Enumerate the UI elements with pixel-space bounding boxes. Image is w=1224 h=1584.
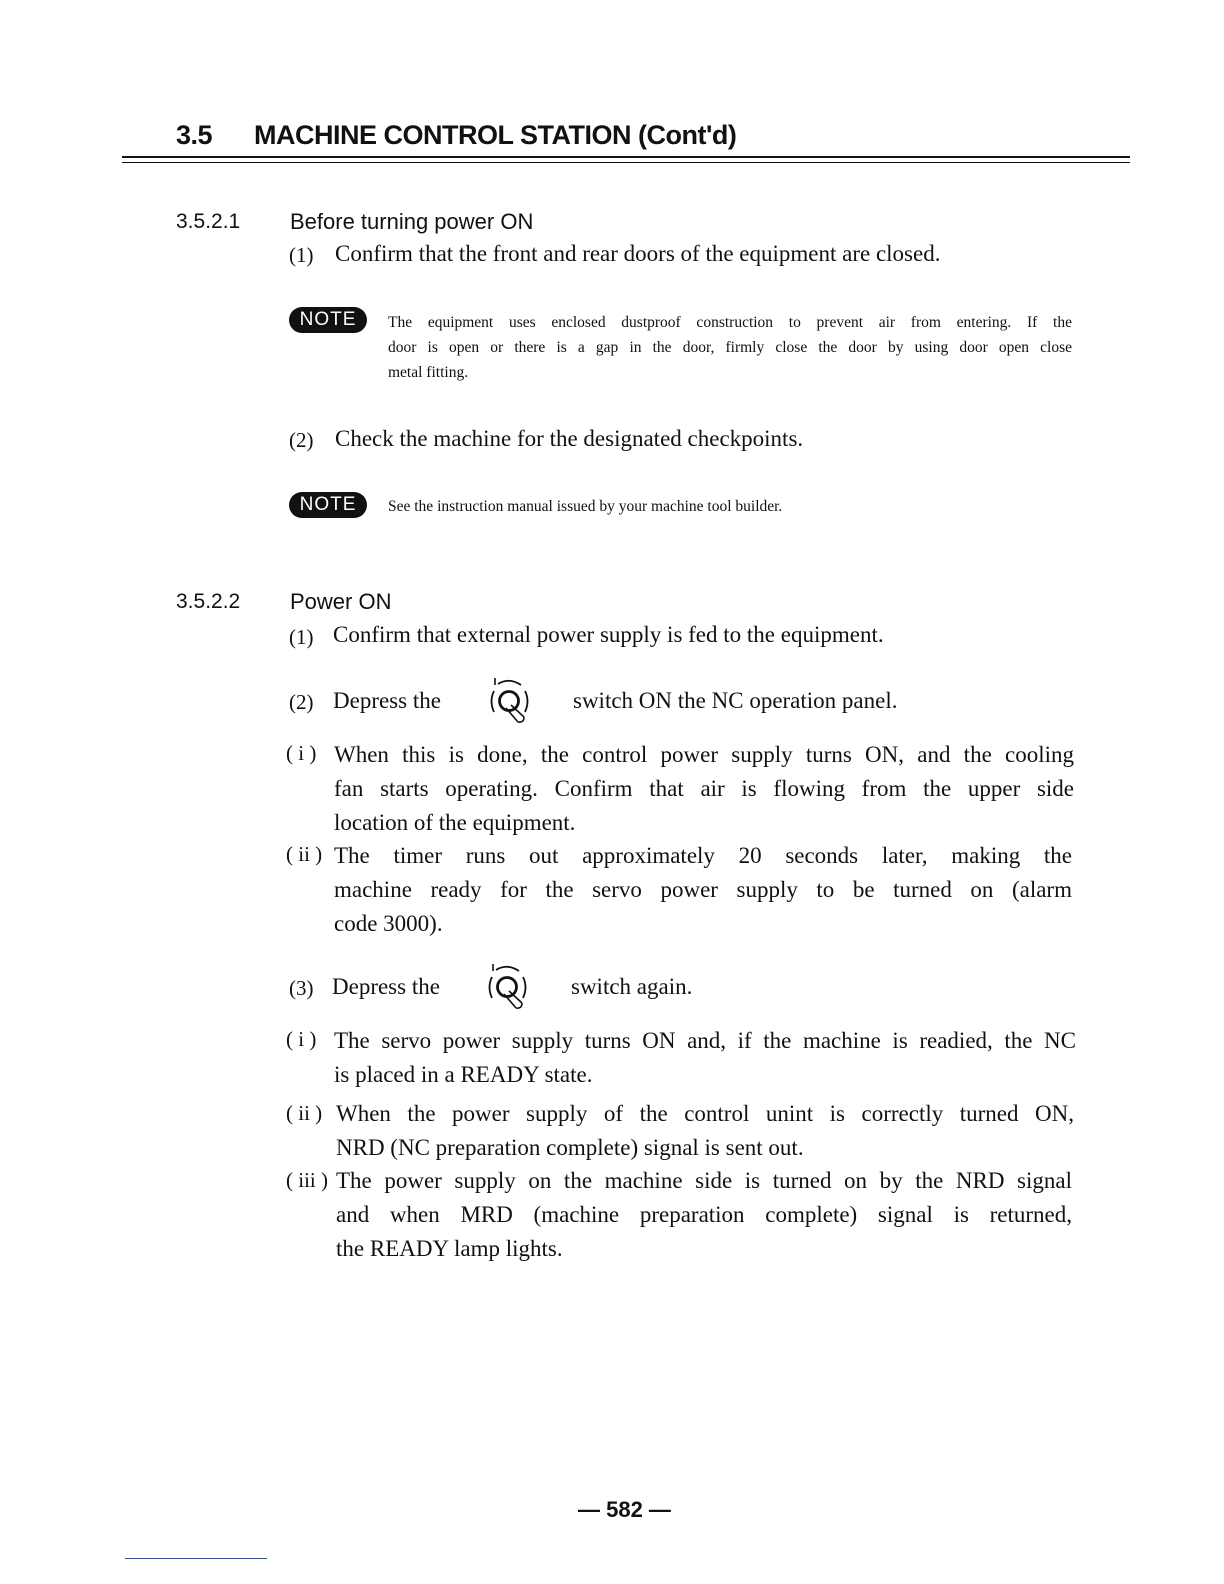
item-text-pre: Depress the: [333, 688, 441, 713]
text-line: fan starts operating. Confirm that air is flowing from the upper side: [334, 776, 1074, 801]
item-text-post: switch again.: [571, 974, 693, 999]
subsection-title: Before turning power ON: [290, 209, 534, 234]
item-text: Confirm that external power supply is fed to the equipment.: [333, 622, 884, 647]
item-number: (2): [289, 428, 314, 452]
subitem-text: [334, 839, 1072, 941]
item-number: (1): [289, 625, 314, 649]
subitem-number: ( ii ): [286, 1101, 323, 1125]
text-line: the READY lamp lights.: [336, 1236, 563, 1261]
text-line: The timer runs out approximately 20 seconds later, making the: [334, 843, 1072, 868]
item-text-post: switch ON the NC operation panel.: [573, 688, 898, 713]
text-line: The power supply on the machine side is turned on by the NRD signal: [336, 1168, 1072, 1193]
text-line: machine ready for the servo power supply to be turned on (alarm: [334, 877, 1072, 902]
text-line: location of the equipment.: [334, 810, 576, 835]
subitem-text: [334, 738, 1074, 840]
text-line: code 3000).: [334, 911, 443, 936]
item-number: (1): [289, 243, 314, 267]
subsection-number: 3.5.2.2: [176, 590, 241, 613]
subitem-number: ( iii ): [286, 1168, 328, 1192]
power-on-switch-icon: [484, 676, 536, 732]
section-number: 3.5: [176, 120, 213, 150]
note-line: metal fitting.: [388, 364, 469, 381]
header-rule-thin: [122, 162, 1130, 163]
text-line: is placed in a READY state.: [334, 1062, 593, 1087]
item-text: Confirm that the front and rear doors of the equipment are closed.: [335, 241, 941, 266]
note-line: door is open or there is a gap in the door, firmly close the door by using door open close: [388, 339, 1072, 356]
item-number: (2): [289, 690, 314, 714]
text-line: When this is done, the control power supply turns ON, and the cooling: [334, 742, 1074, 767]
footer-rule: [125, 1558, 267, 1559]
subitem-text: [334, 1024, 1076, 1092]
text-line: The servo power supply turns ON and, if the machine is readied, the NC: [334, 1028, 1076, 1053]
note-line: The equipment uses enclosed dustproof construction to prevent air from entering. If the: [388, 314, 1072, 331]
text-line: When the power supply of the control unint is correctly turned ON,: [336, 1101, 1074, 1126]
subitem-text: [336, 1097, 1074, 1165]
subitem-number: ( ii ): [286, 842, 323, 866]
section-title: [176, 120, 736, 151]
note-text: [388, 310, 1072, 385]
subitem-number: ( i ): [286, 741, 317, 765]
item-text-pre: Depress the: [332, 974, 440, 999]
text-line: NRD (NC preparation complete) signal is sent out.: [336, 1135, 804, 1160]
subitem-text: [336, 1164, 1072, 1266]
note-badge: NOTE: [289, 307, 367, 333]
page-number: — 582 —: [578, 1497, 671, 1522]
item-number: (3): [289, 976, 314, 1000]
section-title-text: MACHINE CONTROL STATION (Cont'd): [254, 120, 737, 150]
servo-on-switch-icon: [482, 962, 534, 1018]
item-text: Check the machine for the designated checkpoints.: [335, 426, 804, 451]
header-rule: [122, 156, 1130, 158]
text-line: and when MRD (machine preparation complete) signal is returned,: [336, 1202, 1072, 1227]
subitem-number: ( i ): [286, 1027, 317, 1051]
note-badge: NOTE: [289, 492, 367, 518]
subsection-number: 3.5.2.1: [176, 210, 241, 233]
note-text: See the instruction manual issued by your machine tool builder.: [388, 498, 783, 515]
subsection-title: Power ON: [290, 589, 392, 614]
